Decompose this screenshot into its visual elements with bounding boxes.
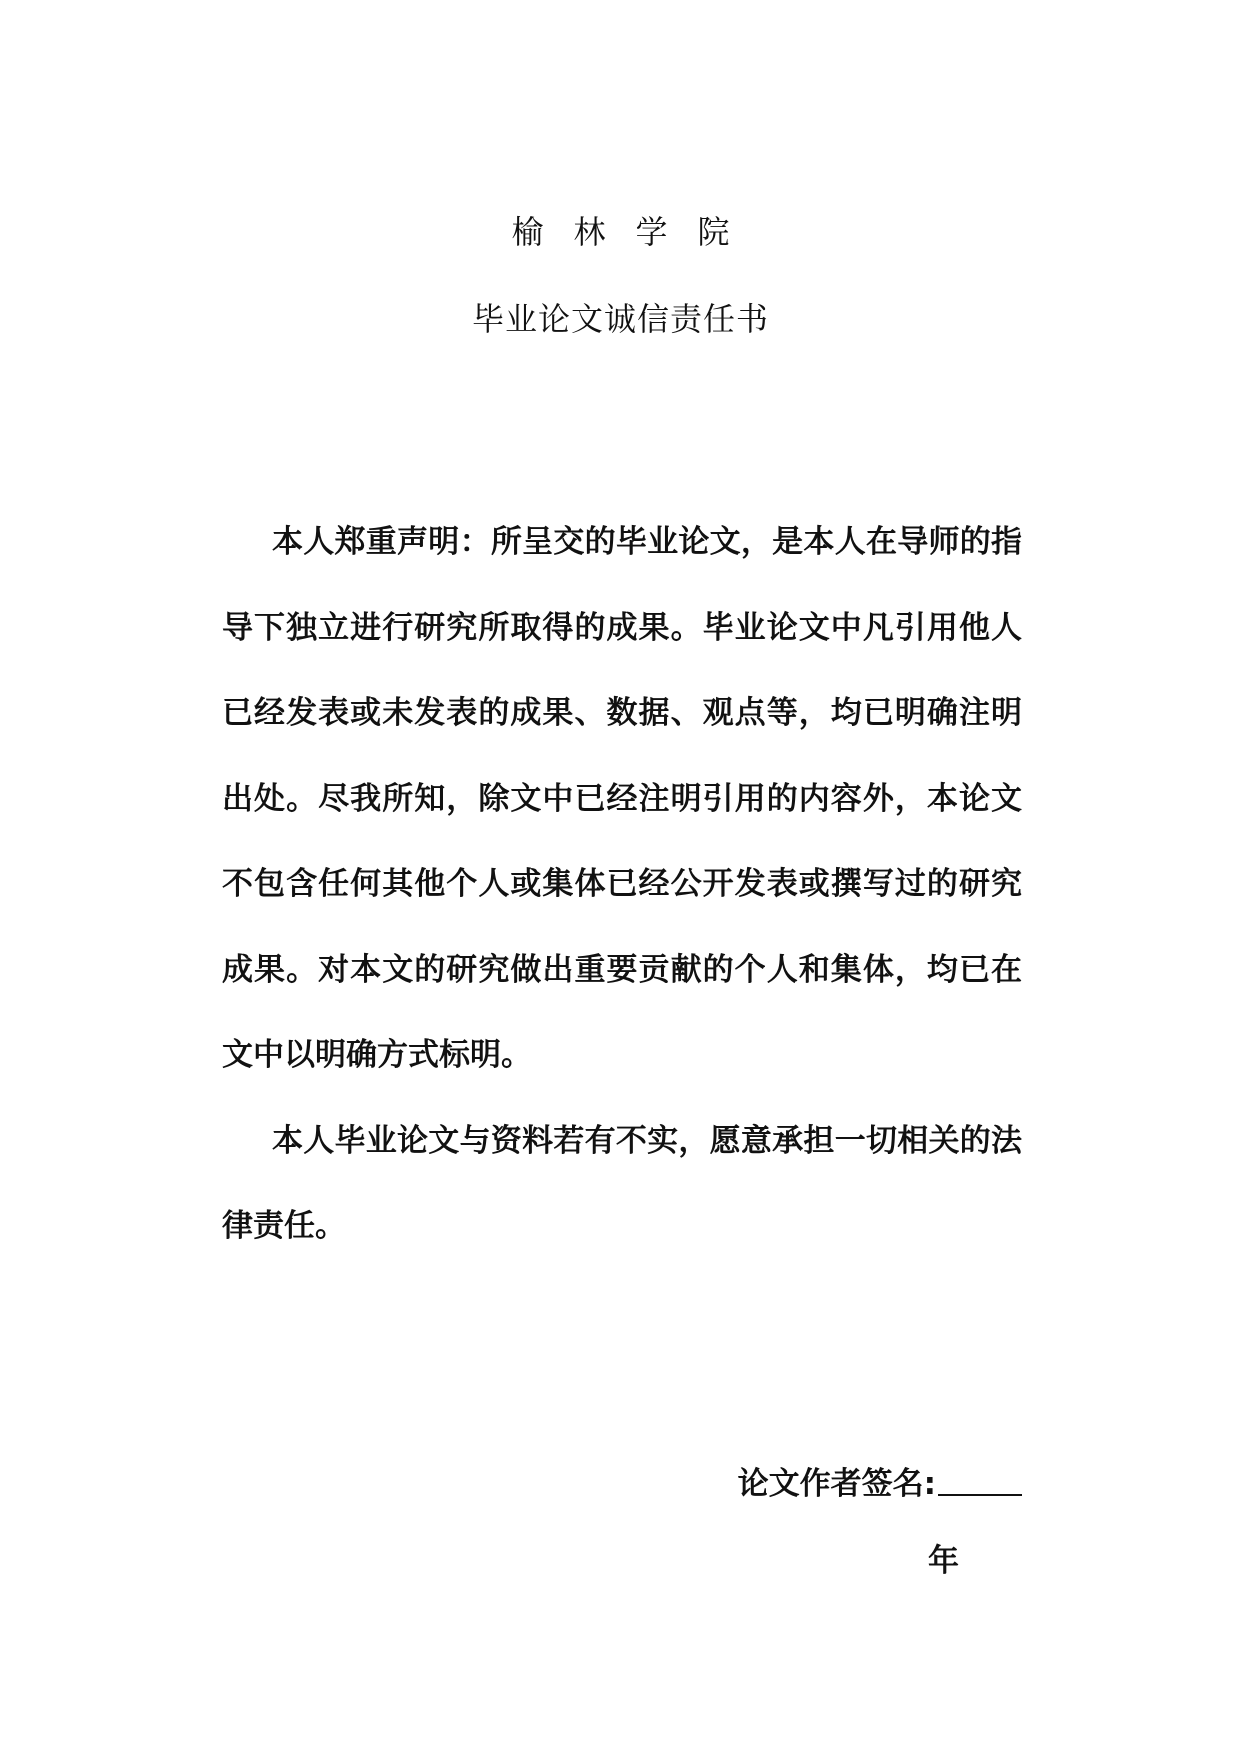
signature-row	[600, 1462, 1022, 1506]
declaration-paragraph-2: 本人毕业论文与资料若有不实，愿意承担一切相关的法律责任。	[222, 1122, 1022, 1244]
document-title: 毕业论文诚信责任书	[471, 300, 769, 338]
declaration-body	[222, 500, 1022, 1270]
declaration-paragraph-1: 本人郑重声明：所呈交的毕业论文，是本人在导师的指导下独立进行研究所取得的成果。毕业论文中凡引用他人已经发表或未发表的成果、数据、观点等，均已明确注明出处。尽我所知，除文中已经注明引用的内容外，本论文不包含任何其他个人或集体已经公开发表或撰写过的研究成果。对本文的研究做出重要贡献的个人和集体，均已在文中以明确方式标明。	[222, 524, 1022, 1073]
signature-line[interactable]	[938, 1464, 1022, 1496]
school-name: 榆林学院	[511, 213, 760, 251]
signature-label: 论文作者签名:	[737, 1466, 936, 1502]
date-year-label: 年	[928, 1543, 959, 1579]
